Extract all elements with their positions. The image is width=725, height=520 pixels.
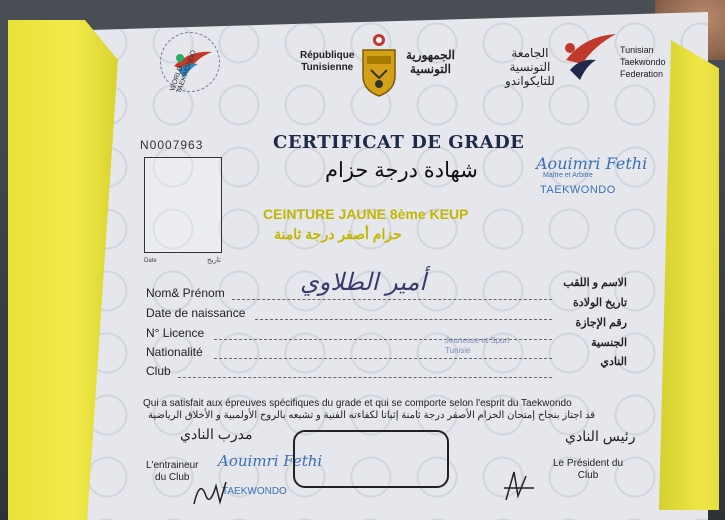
field-line-name bbox=[232, 299, 552, 300]
field-line-club bbox=[178, 377, 552, 378]
president-label-fr: Le Président du Club bbox=[553, 458, 624, 481]
world-taekwondo-text: WORLD TAEKWONDO bbox=[169, 49, 198, 95]
field-label-club: Club bbox=[146, 364, 171, 378]
president-signature bbox=[500, 466, 540, 506]
field-line-nationality bbox=[214, 358, 552, 359]
coach-label-ar: مدرب النادي bbox=[180, 426, 253, 442]
instructor-stamp-subtitle: Maître et Arbitre bbox=[543, 172, 593, 179]
republic-fr: République Tunisienne bbox=[300, 50, 355, 73]
field-value-name: أمير الطلاوي bbox=[300, 268, 426, 296]
coat-of-arms-icon bbox=[357, 32, 401, 98]
republic-ar: الجمهورية التونسية bbox=[406, 48, 455, 76]
photo-box bbox=[144, 157, 222, 253]
world-taekwondo-logo bbox=[160, 32, 220, 95]
faint-stamp: Jeunesse et Sport Tunisie bbox=[445, 336, 510, 355]
field-label-licence-ar: رقم الإجازة bbox=[575, 317, 627, 329]
federation-fr: Tunisian Taekwondo Federation bbox=[620, 45, 666, 79]
photo-date-label-ar: تاريخ bbox=[207, 257, 221, 264]
field-line-birthdate bbox=[255, 319, 552, 320]
field-label-nationality-ar: الجنسية bbox=[591, 337, 627, 349]
instructor-stamp-org: TAEKWONDO bbox=[540, 184, 616, 196]
certificate-title-fr: CERTIFICAT DE GRADE bbox=[273, 132, 525, 153]
statement-ar: قد اجتاز بنجاح إمتحان الحزام الأصفر درجة ثامنة إثباتا لكفاءته الفنية و تشبعه بالروح الأولمبية و الأخلاق الرياضية bbox=[148, 410, 596, 421]
federation-ar: الجامعة التونسية للتايكواندو bbox=[505, 46, 555, 88]
coach-label-fr: L'entraineur du Club bbox=[146, 460, 199, 483]
coach-stamp-org: TAEKWONDO bbox=[222, 486, 287, 497]
field-label-name-ar: الاسم و اللقب bbox=[563, 277, 627, 289]
field-label-club-ar: النادي bbox=[600, 356, 627, 368]
grade-fr: CEINTURE JAUNE 8ème KEUP bbox=[263, 206, 469, 222]
federation-logo-icon bbox=[560, 30, 620, 85]
coach-signature bbox=[190, 474, 230, 508]
coach-stamp-name: Aouimri Fethi bbox=[218, 452, 323, 470]
serial-number: N0007963 bbox=[140, 138, 204, 152]
field-label-birthdate-ar: تاريخ الولادة bbox=[573, 297, 627, 309]
instructor-stamp-name: Aouimri Fethi bbox=[536, 154, 648, 173]
certificate-title-ar: شهادة درجة حزام bbox=[325, 159, 478, 182]
grade-ar: حزام أصفر درجة ثامنة bbox=[274, 226, 402, 242]
field-label-nationality: Nationalité bbox=[146, 345, 203, 359]
official-seal-box bbox=[293, 430, 449, 488]
field-label-licence: N° Licence bbox=[146, 326, 205, 340]
president-label-ar: رئيس النادي bbox=[565, 428, 636, 444]
photo-date-label: Date bbox=[144, 258, 157, 264]
field-label-birthdate: Date de naissance bbox=[146, 306, 246, 320]
statement-fr: Qui a satisfait aux épreuves spécifiques du grade et qui se comporte selon l'esprit du Taekwondo bbox=[143, 398, 572, 409]
field-label-name: Nom& Prénom bbox=[146, 286, 225, 300]
